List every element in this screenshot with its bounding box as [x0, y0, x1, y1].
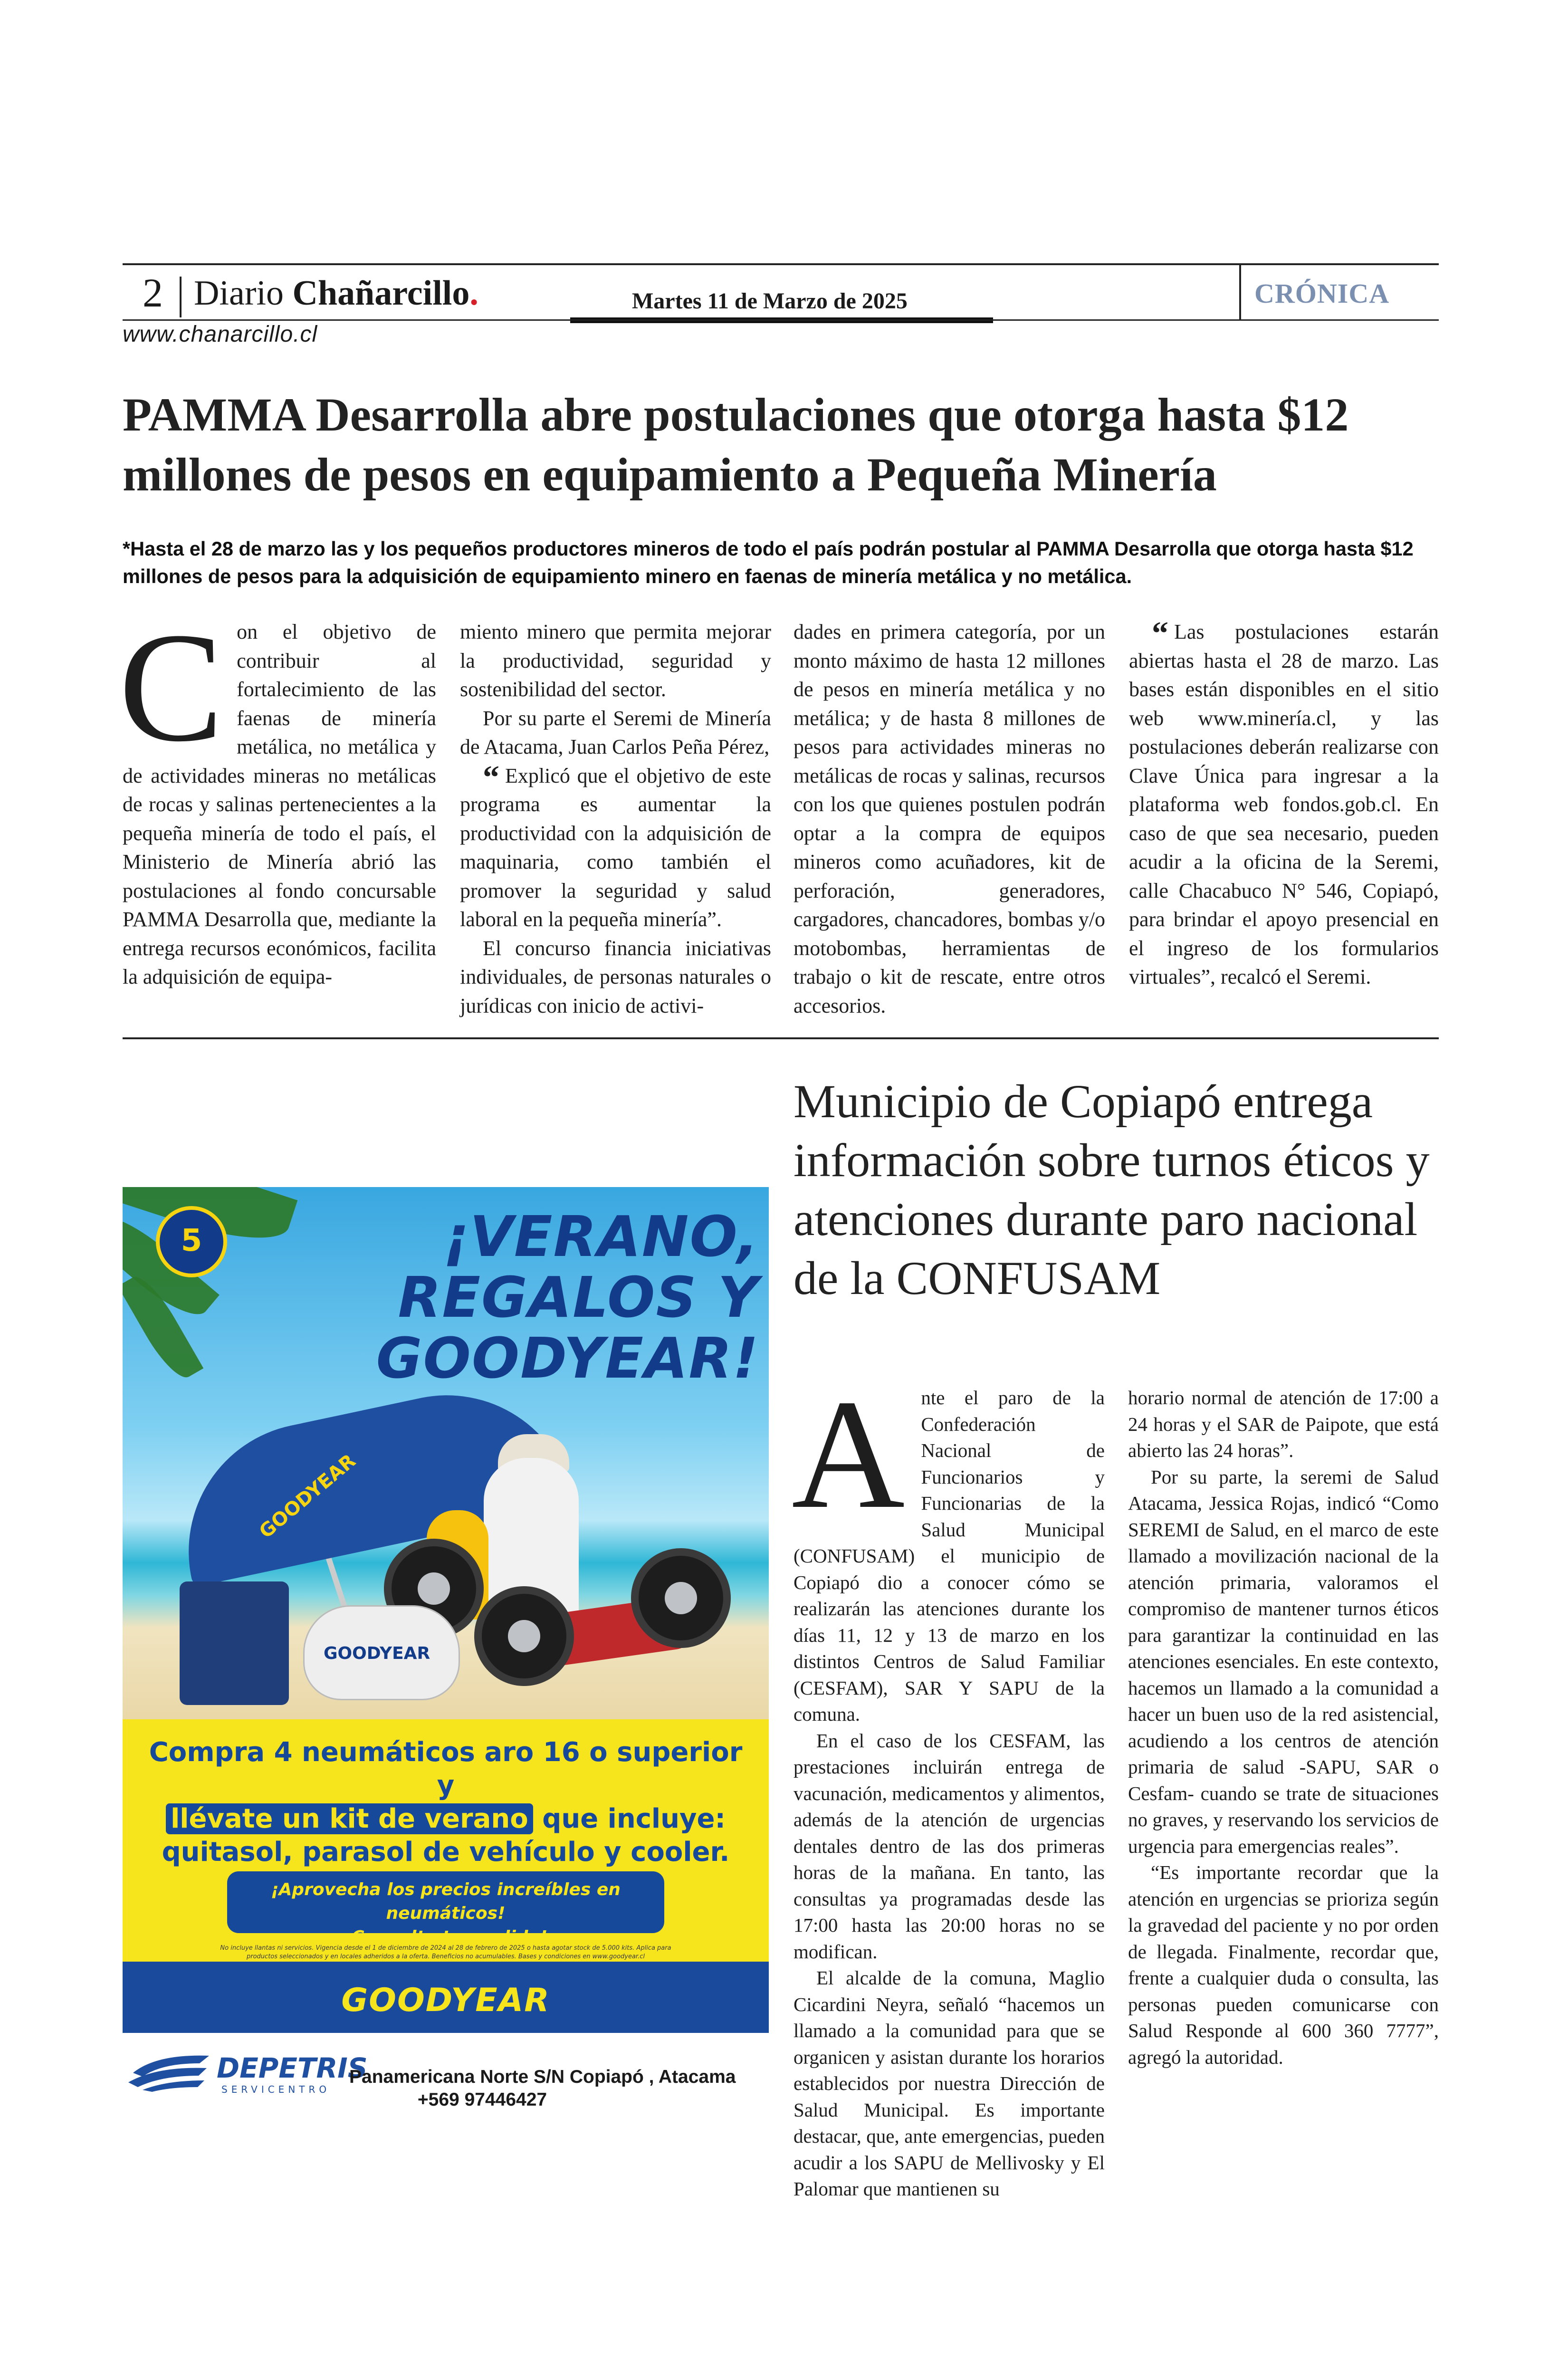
article-1-paragraph-1: on el objetivo de contribuir al fortalecimiento de las faenas de minería metálica, no metálica y de actividades mineras no metálicas de rocas y salinas pertenecientes a la pequeña minería de todo el país, el Ministerio de Minería abrió las postulaciones al fondo concursable PAMMA Desarrolla que, mediante la entrega recursos económicos, facilita la adquisición de equipa-: [123, 620, 436, 988]
umbrella-brand: GOODYEAR: [255, 1450, 360, 1543]
cta-line-2: ¡Consulta tu medida!: [344, 1927, 548, 1947]
article-2-paragraph-4: Por su parte, la seremi de Salud Atacama, Jessica Rojas, indicó “Como SEREMI de Salud, en el marco de este llamado a movilización nacional de la atención primaria, valoramos el compromiso de mantener turnos éticos para garantizar la continuidad en las atenciones esenciales. En este contexto, hacemos un llamado a la comunidad a hacer un buen uso de la red asistencial, acudiendo a los centros de atención primaria de salud -SAPU, SAR o Cesfam- cuando se trate de situaciones no graves, y reservando los servicios de urgencia para emergencias reales”.: [1128, 1466, 1439, 1857]
offer-cta-text: [227, 1878, 664, 1949]
newspaper-dot: .: [469, 274, 478, 313]
tire-icon: [631, 1548, 731, 1648]
issue-date: Martes 11 de Marzo de 2025: [632, 288, 908, 314]
quote-icon: “: [1152, 615, 1168, 652]
article-2-headline: Municipio de Copiapó entrega información sobre turnos éticos y atenciones durante paro nacional de la CONFUSAM: [794, 1075, 1430, 1304]
depetris-logo-icon: [128, 2049, 214, 2092]
ad-headline-line-2: REGALOS Y: [398, 1265, 759, 1330]
article-1-column-2: [460, 618, 771, 1020]
article-1-paragraph-3: Explicó que el objetivo de este programa es aumentar la productividad con la adquisición de maquinaria, como también el promover la seguridad y salud laboral en la pequeña minería”.: [460, 764, 771, 931]
ad-headline: [265, 1206, 759, 1389]
offer-text: [142, 1736, 750, 1869]
ad-headline-line-3: GOODYEAR!: [376, 1325, 759, 1391]
warranty-badge: [156, 1206, 227, 1277]
article-1-paragraph-5: Las postulaciones estarán abiertas hasta el 28 de marzo. Las bases están disponibles en el sitio web www.minería.cl, y las postulaciones deberán realizarse con Clave Única para ingresar a la plataforma web fondos.gob.cl. En caso de que sea necesario, pueden acudir a la oficina de la Seremi, calle Chacabuco N° 546, Copiapó, para brindar el apoyo presencial en el ingreso de los formularios virtuales”, recalcó el Seremi.: [1129, 620, 1439, 988]
goodyear-logo: GOODYEAR: [341, 1982, 550, 2019]
article-1-headline: [123, 385, 1453, 505]
article-1-paragraph-4-continued: dades en primera categoría, por un monto máximo de hasta 12 millones de pesos en minería metálica y no metálica; y de hasta 8 millones de pesos para actividades mineras no metálicas de rocas y salinas, recursos con los que quienes postulen podrán optar a la compra de equipos mineros como acuñadores, kit de perforación, generadores, cargadores, chancadores, bombas y/o motobombas, herramientas de trabajo o kit de rescate, entre otros accesorios.: [794, 620, 1105, 1017]
section-divider: [1239, 264, 1241, 319]
section-label: CRÓNICA: [1254, 278, 1390, 309]
dealer-phone[interactable]: +569 97446427: [417, 2089, 547, 2110]
article-1-lead: *Hasta el 28 de marzo las y los pequeños productores mineros de todo el país podrán postular al PAMMA Desarrolla que otorga hasta $12 millones de pesos para la adquisición de equipamiento minero en faenas de minería metálica y no metálica.: [123, 537, 1414, 587]
offer-line-2: que incluye:: [533, 1803, 726, 1834]
page-number: 2: [143, 270, 163, 316]
drop-cap: A: [792, 1368, 905, 1541]
article-1-paragraph-2: Por su parte el Seremi de Minería de Atacama, Juan Carlos Peña Pérez,: [460, 706, 771, 758]
dealer-address: Panamericana Norte S/N Copiapó , Atacama: [349, 2067, 736, 2087]
newspaper-prefix: Diario: [194, 274, 293, 313]
offer-cta-box[interactable]: [227, 1871, 664, 1947]
article-2-column-1: [792, 1368, 1105, 2203]
article-2-paragraph-2: En el caso de los CESFAM, las prestaciones incluirán entrega de vacunación, medicamentos y alimentos, además de la atención de urgencias dentales dentro de las dos primeras horas de la mañana. En tanto, las consultas ya programadas desde las 17:00 hasta las 20:00 horas no se modifican.: [794, 1729, 1105, 1963]
newspaper-title: Chañarcillo: [292, 274, 470, 313]
website-url[interactable]: www.chanarcillo.cl: [123, 322, 318, 347]
dealer-subtitle: SERVICENTRO: [221, 2084, 331, 2095]
warranty-years: 5: [181, 1223, 202, 1258]
article-1-column-3: [794, 618, 1105, 1020]
article-1-paragraph-4: El concurso financia iniciativas individuales, de personas naturales o jurídicas con inicio de activi-: [460, 936, 771, 1017]
article-separator: [123, 1037, 1439, 1039]
car-sunshade-icon: [303, 1605, 460, 1700]
offer-highlight: llévate un kit de verano: [166, 1803, 533, 1834]
tire-icon: [474, 1586, 574, 1686]
article-2-paragraph-5: “Es importante recordar que la atención en urgencias se prioriza según la gravedad del paciente y no por orden de llegada. Finalmente, recordar que, frente a cualquier duda o consulta, las personas pueden comunicarse con Salud Responde al 600 360 7777”, agregó la autoridad.: [1128, 1861, 1439, 2068]
headline-regular-part: que otorga hasta $12 millones de pesos en equipamiento a Pequeña Minería: [123, 388, 1349, 501]
offer-line-3: quitasol, parasol de vehículo y cooler.: [162, 1837, 730, 1868]
ad-headline-line-1: ¡VERANO,: [443, 1204, 759, 1269]
article-2-paragraph-3-continued: horario normal de atención de 17:00 a 24 horas y el SAR de Paipote, que está abierto las 24 horas”.: [1128, 1387, 1439, 1461]
headline-bold-part: PAMMA Desarrolla abre postulaciones: [123, 388, 916, 441]
header-top-rule: [123, 263, 1439, 265]
article-2-column-2: [1128, 1385, 1439, 2070]
article-1-column-1: [119, 601, 436, 992]
header-bottom-rule: [123, 319, 1439, 321]
sunshade-brand: GOODYEAR: [324, 1644, 430, 1663]
cooler-bag-icon: [180, 1581, 289, 1705]
article-2-paragraph-3: El alcalde de la comuna, Maglio Cicardini Neyra, señaló “hacemos un llamado a la comunidad para que se organicen y asistan durante los horarios establecidos por nuestra Dirección de Salud Municipal. Es importante destacar, que, ante emergencias, pueden acudir a los SAPU de Mellivosky y El Palomar que mantienen su: [794, 1967, 1105, 2200]
article-1-column-4: [1129, 615, 1439, 992]
newspaper-name: [194, 271, 478, 316]
header-divider: [180, 277, 182, 317]
cta-line-1: ¡Aprovecha los precios increíbles en neumáticos!: [271, 1880, 621, 1923]
article-1-paragraph-1-continued: miento minero que permita mejorar la productividad, seguridad y sostenibilidad del sector.: [460, 620, 771, 701]
drop-cap: C: [119, 601, 224, 774]
article-2-paragraph-1: nte el paro de la Confederación Nacional de Funcionarios y Funcionarias de la Salud Municipal (CONFUSAM) el municipio de Copiapó dio a conocer cómo se realizarán las atenciones durante los días 11, 12 y 13 de marzo en los distintos Centros de Salud Familiar (CESFAM), SAR Y SAPU de la comuna.: [794, 1387, 1105, 1725]
offer-line-1: Compra 4 neumáticos aro 16 o superior y: [149, 1737, 743, 1801]
goodyear-advertisement[interactable]: [123, 1187, 769, 2033]
dealer-name: DEPETRIS: [217, 2052, 368, 2084]
quote-icon: “: [483, 759, 499, 796]
ad-fine-print: No incluye llantas ni servicios. Vigencia desde el 1 de diciembre de 2024 al 28 de febrero de 2025 o hasta agotar stock de 5.000 kits. Aplica para productos seleccionados y en locales adheridos a la oferta. Beneficios no acumulables. Bases y condiciones en www.goodyear.cl: [220, 1945, 671, 1960]
